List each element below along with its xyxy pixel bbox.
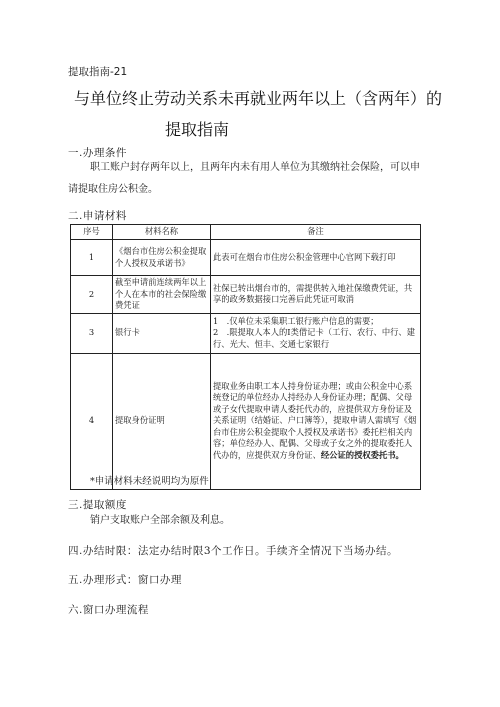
column-header-name: 材料名称	[113, 225, 211, 240]
material-remark: 此表可在烟台市住房公积金管理中心官网下载打印	[211, 240, 421, 276]
remark-bold-text: 经公证的授权委托书。	[320, 449, 404, 460]
conditions-line-2: 请提取住房公积金。	[68, 184, 158, 195]
amount-line: 销户支取账户全部余额及利息。	[90, 515, 230, 526]
conditions-line-1: 职工账户封存两年以上，且两年内未有用人单位为其缴纳社会保险，可以申	[90, 162, 420, 173]
material-remark	[211, 313, 421, 353]
table-row	[71, 353, 421, 489]
table-row	[71, 313, 421, 353]
remark-item: 1 .仅单位未采集职工银行账户信息的需要；	[213, 315, 379, 326]
row-number: 3	[71, 313, 113, 353]
column-header-remark: 备注	[211, 225, 421, 240]
section-heading-amount: 三.提取额度	[68, 499, 127, 511]
material-name: 截至申请前连续两年以上个人在本市的社会保险缴费凭证	[113, 276, 211, 314]
material-remark	[211, 353, 421, 489]
column-header-no: 序号	[71, 225, 113, 240]
material-remark: 社保已转出烟台市的，需提供转入地社保缴费凭证，共享的政务数据接口完善后此凭证可取消	[211, 276, 421, 314]
section-heading-materials: 二.申请材料	[68, 210, 127, 222]
guide-number: 提取指南-21	[68, 66, 128, 78]
section-time-limit: 四.办结时限：法定办结时限3个工作日。手续齐全情况下当场办结。	[68, 545, 399, 557]
row-number: 4	[71, 353, 113, 489]
section-heading-process: 六.窗口办理流程	[68, 604, 149, 616]
material-name: 《烟台市住房公积金提取个人授权及承诺书》	[113, 240, 211, 276]
row-number: 1	[71, 240, 113, 276]
remark-text: 提取业务由职工本人持身份证办理；或由公积金中心系统登记的单位经办人持经办人身份证办理；配偶、父母或子女代提取申请人委托代办的，应提供双方身份证及关系证明（结婚证、户口簿等），提取申请人需填写《烟台市住房公积金提取个人授权及承诺书》委托栏相关内容；单位经办人、配偶、父母或子女之外的提取委托人代办的，应提供双方身份证、	[213, 380, 417, 460]
table-row	[71, 240, 421, 276]
section-method: 五.办理形式：窗口办理	[68, 574, 182, 586]
materials-note: *申请材料未经说明均为原件	[90, 476, 209, 487]
material-name: 银行卡	[113, 313, 211, 353]
section-heading-conditions: 一.办理条件	[68, 147, 127, 159]
material-name: 提取身份证明	[113, 353, 211, 489]
materials-table	[70, 224, 421, 490]
page-title: 与单位终止劳动关系未再就业两年以上（含两年）的	[74, 89, 443, 108]
remark-item: 2 .限提取人本人的Ⅰ类借记卡（工行、农行、中行、建行、光大、恒丰、交通七家银行	[213, 327, 416, 349]
page-title-line2: 提取指南	[165, 120, 230, 139]
row-number: 2	[71, 276, 113, 314]
table-header-row	[71, 225, 421, 240]
table-row	[71, 276, 421, 314]
